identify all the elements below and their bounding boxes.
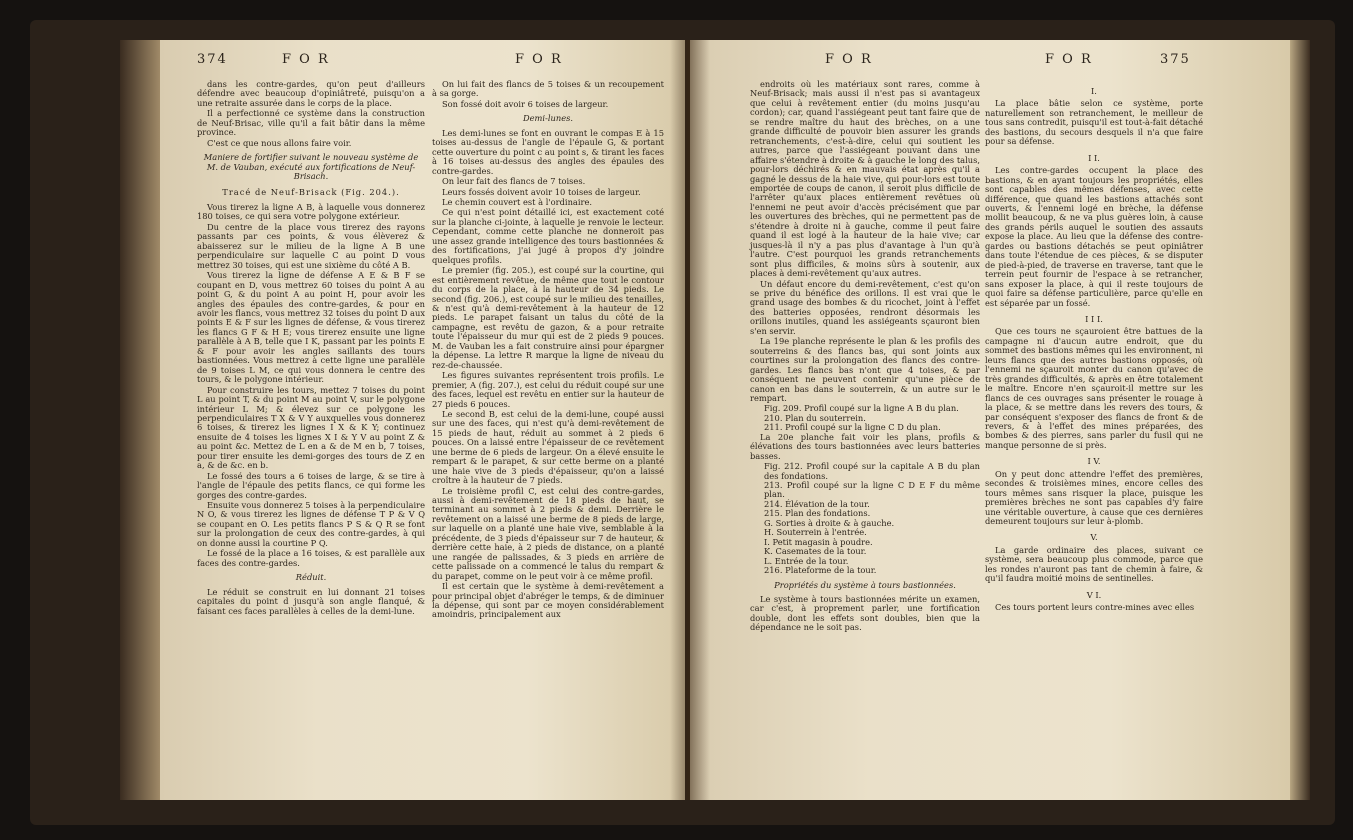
paragraph: Du centre de la place vous tirerez des rayons passants par ces points, & vous élèverez & abaisserez sur le milieu de la ligne A B une perpendiculaire sur laquelle C au point D vous mettrez 30 toises, qui est une sixième du côté A B. — [197, 221, 425, 270]
left-column-2 — [432, 80, 664, 621]
page-number-right: 375 — [1160, 52, 1191, 67]
paragraph: Le fossé des tours a 6 toises de large, & se tire à l'angle de l'épaule des petits flancs, ce qui forme les gorges des contre-gardes. — [197, 470, 425, 500]
list-item: 213. Profil coupé sur la ligne C D E F du même plan. — [764, 480, 980, 500]
paragraph: On y peut donc attendre l'effet des premières, secondes & troisièmes mines, encore celles des tours mêmes sans risquer la place, puisque les premières brèches ne sont pas capables d'y faire une véritable ouverture, à cause que ces dernières demeurent toujours sur leur à-plomb. — [985, 468, 1203, 527]
roman-numeral: I I I. — [1085, 313, 1103, 324]
paragraph: Il est certain que le système à demi-revêtement a pour principal objet d'abréger le temps, & de diminuer la dépense, qui sont par ce moyen considérablement amoindris, principalement aux — [432, 581, 664, 620]
paragraph: Vous tirerez la ligne A B, à laquelle vous donnerez 180 toises, ce qui sera votre polygone extérieur. — [197, 201, 425, 222]
right-column-2 — [985, 80, 1203, 614]
right-column-1 — [750, 80, 980, 634]
list-item: G. Sorties à droite & à gauche. — [764, 517, 895, 528]
page-number-left: 374 — [197, 52, 228, 67]
list-item: 210. Plan du souterrein. — [764, 412, 866, 423]
paragraph: Les contre-gardes occupent la place des bastions, & en ayant toujours les propriétés, elles sont capables des mêmes défenses, avec cette différence, que quand les bastions attachés sont ouverts, & l'ennemi logé en brèche, la défense mollit beaucoup, & ne va plus guères loin, à cause des grands périls auquel le soutien des assauts expose la place. Au lieu que la défense des contre-gardes ou bastions détachés se peut opiniâtrer dans toute l'étendue de ces pièces, & se disputer de pied-à-pied, de traverse en traverse, tant que le terrein peut fournir de l'espace à se retrancher, sans exposer la place, à qui il reste toujours de quoi faire sa défense particulière, parce qu'elle en est séparée par un fossé. — [985, 165, 1203, 308]
left-column-1 — [197, 80, 425, 617]
list-item: Fig. 212. Profil coupé sur la capitale A B du plan des fondations. — [764, 461, 980, 481]
paragraph: Pour construire les tours, mettez 7 toises du point L au point T, & du point M au point V, sur le polygone intérieur L M; & élevez sur ce polygone les perpendiculaires T X & V Y auxquelles vous donnerez 6 toises, & tirerez les lignes I X & K Y; continuez ensuite de 4 toises les lignes X I & Y V au point Z & au point &c. Mettez de L en a & de M en b, 7 toises, pour tirer ensuite les demi-gorges des tours de Z en a, & de &c. en b. — [197, 384, 425, 471]
right-page — [690, 40, 1290, 800]
paragraph: Un défaut encore du demi-revêtement, c'est qu'on se prive du bénéfice des orillons. Il est vrai que le grand usage des bombes & du ricochet, joint à l'effet des batteries opposées, rendront désormais les orillons inutiles, quand les assiégeants sçauront bien s'en servir. — [750, 278, 980, 336]
running-head-right-col1: F O R — [825, 52, 873, 67]
list-item: L. Entrée de la tour. — [764, 555, 849, 566]
paragraph: Le réduit se construit en lui donnant 21 toises capitales du point d jusqu'à son angle flanqué, & faisant ces faces parallèles à celles de la demi-lune. — [197, 586, 425, 616]
running-head-right: F O R — [1045, 52, 1093, 67]
paragraph: Le second B, est celui de la demi-lune, coupé aussi sur une des faces, qui n'est qu'à demi-revêtement de 15 pieds de haut, réduit au sommet à 2 pieds 6 pouces. On a laissé entre l'épaisseur de ce revêtement une berme de 6 pieds de largeur. On a élevé ensuite le rempart & le parapet, & sur cette berme on a planté une haie vive de 3 pieds d'épaisseur, qu'on a laissé croître à la hauteur de 7 pieds. — [432, 408, 664, 486]
paragraph: La place bâtie selon ce système, porte naturellement son retranchement, le meilleur de tous sans contredit, puisqu'il est tout-à-fait détaché des bastions, du secours desquels il n'a que faire pour sa défense. — [985, 98, 1203, 147]
list-item: H. Souterrein à l'entrée. — [764, 527, 867, 538]
paragraph: Les demi-lunes se font en ouvrant le compas E à 15 toises au-dessus de l'angle de l'épaule G, & portant cette ouverture du point c au point s, & tirant les faces à 16 toises au-dessus des angles des épaules des contre-gardes. — [432, 127, 664, 176]
list-item: 211. Profil coupé sur la ligne C D du plan. — [764, 422, 941, 433]
paragraph: Ce qui n'est point détaillé ici, est exactement coté sur la planche ci-jointe, à laquelle je renvoie le lecteur. Cependant, comme cette planche ne donneroit pas une assez grande intelligence des tours bastionnées & des fortifications, j'ai jugé à propos d'y joindre quelques profils. — [432, 207, 664, 265]
paragraph: Il a perfectionné ce système dans la construction de Neuf-Brisac, ville qu'il a fait bâtir dans la même province. — [197, 108, 425, 138]
roman-numeral: I. — [1091, 86, 1097, 96]
right-page-edge — [1290, 40, 1310, 800]
paragraph: Vous tirerez la ligne de défense A E & B F se coupant en D, vous mettrez 60 toises du point A au point G, & du point A au point H, pour avoir les angles des épaules des contre-gardes, & pour en avoir les flancs, vous mettrez 32 toises du point D aux points E & F sur les lignes de défense, & vous tirerez les flancs G F & H E; vous tirerez ensuite une ligne parallèle à A B, telle que I K, passant par les points E & F pour avoir les angles saillants des tours bastionnées. Vous mettrez à cette ligne une parallèle de 9 toises L M, ce qui vous donnera le centre des tours, & le polygone intérieur. — [197, 270, 425, 385]
paragraph: Leurs fossés doivent avoir 10 toises de largeur. — [442, 186, 641, 197]
roman-numeral: I I. — [1088, 152, 1100, 163]
paragraph: On leur fait des flancs de 7 toises. — [442, 176, 586, 187]
list-item: 214. Élévation de la tour. — [764, 498, 870, 509]
paragraph: Que ces tours ne sçauroient être battues de la campagne ni d'aucun autre endroit, que du sommet des bastions mêmes qui les environnent, ni leurs flancs que des autres bastions opposés, où l'ennemi ne sçauroit monter du canon qu'avec de très grandes difficultés, & après en être totalement le maître. Encore n'en sçauroit-il mettre sur les flancs de ces ouvrages sans présenter le rouage à la place, & se mettre dans les revers des tours, & par conséquent s'exposer des flancs de front & de revers, & à l'effet des mines préparées, des bombes & des pierres, sans parler du fusil qui ne manque personne de si près. — [985, 326, 1203, 450]
left-page-edge — [120, 40, 160, 800]
paragraph: Le fossé de la place a 16 toises, & est parallèle aux faces des contre-gardes. — [197, 548, 425, 568]
paragraph: Ensuite vous donnerez 5 toises à la perpendiculaire N O, & vous tirerez les lignes de défense T P & V Q se coupant en O. Les petits flancs P S & Q R se font sur la prolongation de ceux des contre-gardes, à qui on donne aussi la courtine P Q. — [197, 500, 425, 548]
running-head-left-col2: F O R — [515, 52, 563, 67]
list-item: K. Casemates de la tour. — [764, 546, 867, 557]
paragraph: dans les contre-gardes, qu'on peut d'ailleurs défendre avec beaucoup d'opiniâtreté, puisqu'on a une retraite assurée dans le corps de la place. — [197, 79, 425, 108]
section-heading: Réduit. — [295, 572, 327, 583]
paragraph: La 19e planche représente le plan & les profils des souterreins & des flancs bas, qui sont joints aux courtines sur la prolongation des flancs des contre-gardes. Les flancs bas n'ont que 4 toises, & par conséquent ne peuvent contenir qu'une pièce de canon en bas dans le souterrein, & un autre sur le rempart. — [750, 336, 980, 403]
list-item: 216. Plateforme de la tour. — [764, 565, 877, 576]
paragraph: La garde ordinaire des places, suivant ce système, sera beaucoup plus commode, parce que les rondes n'auront pas tant de chemin à faire, & qu'il faudra moitié moins de sentinelles. — [985, 544, 1203, 584]
roman-numeral: V I. — [1086, 589, 1102, 600]
paragraph: Le système à tours bastionnées mérite un examen, car c'est, à proprement parler, une fortification double, dont les effets sont doubles, bien que la dépendance ne le soit pas. — [750, 594, 980, 633]
list-item: I. Petit magasin à poudre. — [764, 536, 873, 547]
paragraph: Son fossé doit avoir 6 toises de largeur. — [442, 98, 609, 109]
section-heading: Propriétés du système à tours bastionnées. — [774, 579, 956, 590]
list-item: 215. Plan des fondations. — [764, 508, 871, 519]
paragraph: Le troisième profil C, est celui des contre-gardes, aussi à demi-revêtement de 18 pieds de haut, se terminant au sommet à 2 pieds & demi. Derrière le revêtement on a laissé une berme de 8 pieds de large, sur laquelle on a planté une haie vive, semblable à la précédente, de 3 pieds d'épaisseur sur 7 de hauteur, & derrière cette haie, à 2 pieds de distance, on a planté une rangée de palissades, & 3 pieds en arrière de cette palissade on a commencé le talus du rempart & du parapet, comme on le peut voir à ce même profil. — [432, 485, 664, 581]
section-title: Maniere de fortifier suivant le nouveau système de M. de Vauban, exécuté aux fortifications de Neuf-Brisach. — [203, 152, 419, 182]
paragraph: Le chemin couvert est à l'ordinaire. — [442, 196, 593, 207]
section-heading: Demi-lunes. — [522, 113, 574, 124]
section-heading: Tracé de Neuf-Brisack (Fig. 204.). — [222, 186, 400, 197]
roman-numeral: I V. — [1087, 456, 1101, 467]
figure-list — [750, 404, 980, 432]
paragraph: C'est ce que nous allons faire voir. — [207, 137, 352, 148]
paragraph: Le premier (fig. 205.), est coupé sur la courtine, qui est entièrement revêtue, de même que tout le contour du corps de la place, à la hauteur de 34 pieds. Le second (fig. 206.), est coupé sur le milieu des tenailles, & n'est qu'à demi-revêtement à la hauteur de 12 pieds. Le parapet faisant un talus du côté de la campagne, est revêtu de gazon, & a pour retraite toute l'épaisseur du mur qui est de 2 pieds 9 pouces. M. de Vauban les a fait construire ainsi pour épargner la dépense. La lettre R marque la ligne de niveau du rez-de-chaussée. — [432, 265, 664, 370]
paragraph: Les figures suivantes représentent trois profils. Le premier, A (fig. 207.), est celui du réduit coupé sur une des faces, lequel est revêtu en entier sur la hauteur de 27 pieds 6 pouces. — [432, 370, 664, 409]
left-page — [160, 40, 685, 800]
paragraph: La 20e planche fait voir les plans, profils & élévations des tours bastionnées avec leurs batteries basses. — [750, 431, 980, 461]
paragraph: On lui fait des flancs de 5 toises & un recoupement à sa gorge. — [432, 79, 664, 99]
roman-numeral: V. — [1090, 532, 1098, 543]
running-head-left: F O R — [282, 52, 330, 67]
figure-list — [750, 462, 980, 575]
paragraph: endroits où les matériaux sont rares, comme à Neuf-Brisack; mais aussi il n'est pas si avantageux que celui à revêtement entier (du moins jusqu'au cordon); car, quand l'assiégeant peut tant faire que de se rendre maître du haut des brèches, on a une grande difficulté de pouvoir bien assurer les grands retranchements, c'est-à-dire, celui qui soutient les autres, parce que l'assiégeant pouvant dans une affaire s'étendre à droite & à gauche le long des talus, pour-lors déchirés & en mauvais état après qu'il a gagné le dessus de la haie vive, qui pour-lors est toute emportée de coups de canon, il seroit plus difficile de l'arrêter qu'aux places entièrement revêtues où l'ennemi ne peut avoir d'accès précisément que par les ouvertures des brèches, qui ne permettent pas de s'étendre à droite ni à gauche, comme il peut faire quand il est logé à la hauteur de la haie vive; car jusques-là il n'y a pas plus d'avantage à l'un qu'à l'autre. C'est pourquoi les grands retranchements sont plus difficiles, & moins sûrs à soutenir, aux places à demi-revêtement qu'aux autres. — [750, 79, 980, 279]
paragraph: Ces tours portent leurs contre-mines avec elles — [995, 602, 1195, 613]
list-item: Fig. 209. Profil coupé sur la ligne A B du plan. — [764, 403, 959, 414]
